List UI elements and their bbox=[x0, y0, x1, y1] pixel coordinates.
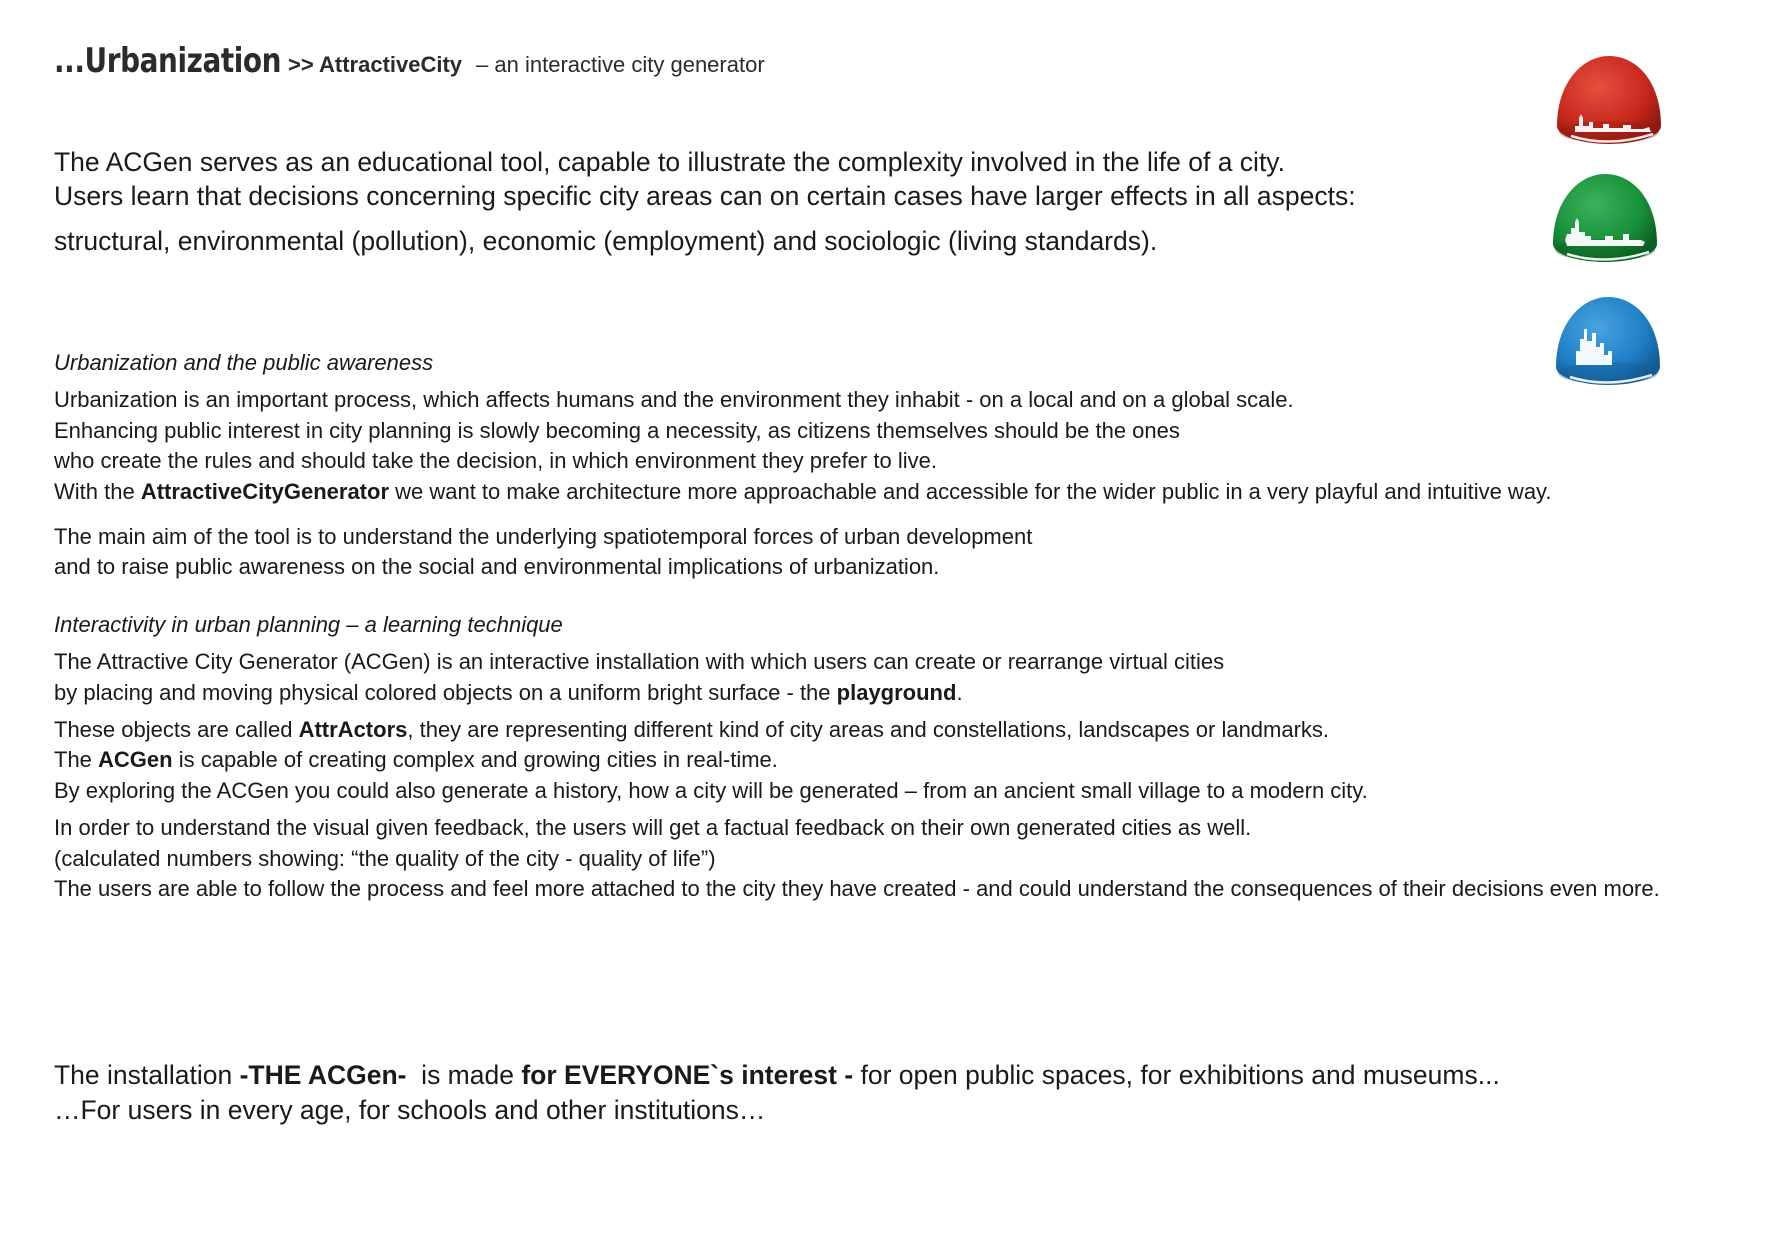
text-span: With the bbox=[54, 478, 141, 504]
text-span: we want to make architecture more approachable and accessible for the wider public in a very playful and intuitive way. bbox=[389, 478, 1552, 504]
red-dome-icon bbox=[1553, 52, 1665, 152]
text-span: , they are representing different kind of city areas and constellations, landscapes or landmarks. bbox=[407, 717, 1330, 743]
blue-dome-icon bbox=[1552, 293, 1664, 393]
green-dome-icon bbox=[1549, 170, 1661, 270]
paragraph-line: who create the rules and should take the decision, in which environment they prefer to live. bbox=[54, 448, 937, 474]
text-span: The bbox=[54, 747, 99, 773]
paragraph-line: By exploring the ACGen you could also generate a history, how a city will be generated – from an ancient small village to a modern city. bbox=[54, 777, 1368, 803]
paragraph-line bbox=[54, 678, 1694, 708]
emphasis-text: for EVERYONE`s interest - bbox=[521, 1060, 854, 1090]
text-span: by placing and moving physical colored objects on a uniform bright surface - the bbox=[54, 679, 837, 705]
text-span: is made bbox=[406, 1060, 522, 1090]
red-dome-icon bbox=[1553, 52, 1665, 152]
paragraph-line: Urbanization is an important process, which affects humans and the environment they inhabit - on a local and on a global scale. bbox=[54, 387, 1294, 413]
text-span: The installation bbox=[54, 1060, 240, 1090]
text-span: These objects are called bbox=[54, 717, 299, 743]
emphasis-text: -THE ACGen- bbox=[239, 1060, 407, 1090]
paragraph-line: and to raise public awareness on the social and environmental implications of urbanization. bbox=[54, 554, 940, 580]
paragraph-line: The Attractive City Generator (ACGen) is an interactive installation with which users can create or rearrange virtual cities bbox=[54, 649, 1225, 675]
emphasis-text: AttractiveCityGenerator bbox=[140, 478, 389, 504]
closing-line bbox=[54, 1058, 1500, 1093]
paragraph-line bbox=[54, 715, 1694, 745]
emphasis-text: playground bbox=[836, 679, 957, 705]
emphasis-text: ACGen bbox=[98, 747, 173, 773]
page-header bbox=[54, 41, 765, 81]
section-heading: Urbanization and the public awareness bbox=[54, 350, 434, 375]
text-span: is capable of creating complex and growing cities in real-time. bbox=[172, 747, 778, 773]
paragraph-line bbox=[54, 745, 1694, 775]
paragraph-line: Enhancing public interest in city planning is slowly becoming a necessity, as citizens themselves should be the ones bbox=[54, 417, 1180, 443]
text-span: for open public spaces, for exhibitions and museums... bbox=[853, 1060, 1500, 1090]
closing-statement bbox=[54, 1058, 1500, 1128]
intro-line: structural, environmental (pollution), economic (employment) and sociologic (living standards). bbox=[54, 226, 1158, 256]
paragraph-line: The users are able to follow the process and feel more attached to the city they have created - and could understand the consequences of their decisions even more. bbox=[54, 876, 1660, 902]
section-heading: Interactivity in urban planning – a learning technique bbox=[54, 611, 563, 637]
green-dome-icon bbox=[1549, 170, 1661, 270]
emphasis-text: AttrActors bbox=[298, 717, 408, 743]
breadcrumb: >> AttractiveCity bbox=[288, 52, 463, 77]
closing-line: …For users in every age, for schools and other institutions… bbox=[54, 1095, 766, 1125]
intro-line: Users learn that decisions concerning specific city areas can on certain cases have larger effects in all aspects: bbox=[54, 181, 1356, 211]
blue-dome-icon bbox=[1552, 293, 1664, 393]
body-text bbox=[54, 348, 1694, 905]
paragraph-line: (calculated numbers showing: “the quality of the city - quality of life”) bbox=[54, 845, 716, 871]
paragraph-line: In order to understand the visual given feedback, the users will get a factual feedback on their own generated cities as well. bbox=[54, 815, 1252, 841]
page-subtitle: – an interactive city generator bbox=[476, 52, 765, 77]
paragraph-line: The main aim of the tool is to understand the underlying spatiotemporal forces of urban development bbox=[54, 524, 1033, 550]
page-title: ...Urbanization bbox=[54, 41, 282, 81]
intro-line: The ACGen serves as an educational tool, capable to illustrate the complexity involved in the life of a city. bbox=[54, 147, 1285, 177]
paragraph-line bbox=[54, 477, 1694, 507]
text-span: . bbox=[956, 679, 963, 705]
intro-block bbox=[54, 145, 1356, 258]
